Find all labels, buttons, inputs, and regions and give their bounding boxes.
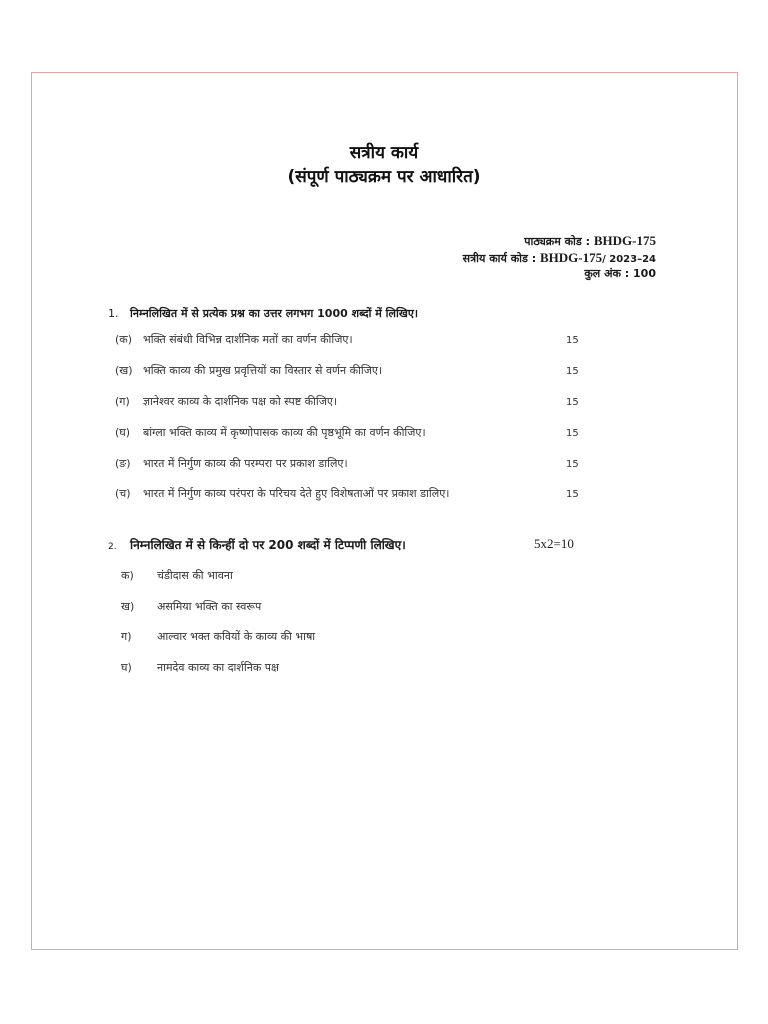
page-subtitle: (संपूर्ण पाठ्यक्रम पर आधारित) [287, 167, 481, 187]
section2-heading [108, 536, 406, 553]
page-border [31, 72, 738, 950]
section1-question [115, 394, 337, 409]
question-marks: 15 [566, 335, 579, 346]
assignment-code-label: सत्रीय कार्य कोड : [462, 252, 537, 265]
section2-question [121, 568, 233, 583]
question-text: भक्ति काव्य की प्रमुख प्रवृत्तियों का विस्तार से वर्णन कीजिए। [143, 364, 383, 377]
course-code-label: पाठ्यक्रम कोड : [524, 235, 591, 248]
question-text: चंडीदास की भावना [157, 569, 233, 582]
section1-instruction: निम्नलिखित में से प्रत्येक प्रश्न का उत्तर लगभग 1000 शब्दों में लिखिए। [130, 307, 419, 320]
section2-question [121, 629, 315, 644]
question-label: (ङ) [115, 457, 131, 470]
question-text: आल्वार भक्त कवियों के काव्य की भाषा [157, 630, 316, 643]
question-text: बांग्ला भक्ति काव्य में कृष्णोपासक काव्य की पृष्ठभूमि का वर्णन कीजिए। [143, 426, 426, 439]
section2-instruction: निम्नलिखित में से किन्हीं दो पर 200 शब्दों में टिप्पणी लिखिए। [130, 538, 406, 552]
question-text: ज्ञानेश्वर काव्य के दार्शनिक पक्ष को स्पष्ट कीजिए। [143, 395, 338, 408]
question-text: भक्ति संबंधी विभिन्न दार्शनिक मतों का वर्णन कीजिए। [143, 333, 353, 346]
section1-heading [108, 306, 418, 321]
assignment-year: / 2023–24 [602, 254, 656, 265]
question-marks: 15 [566, 366, 579, 377]
question-text: भारत में निर्गुण काव्य की परम्परा पर प्रकाश डालिए। [143, 457, 348, 470]
assignment-code-value: BHDG-175 [539, 250, 603, 265]
question-text: भारत में निर्गुण काव्य परंपरा के परिचय देते हुए विशेषताओं पर प्रकाश डालिए। [143, 487, 450, 500]
section2-question [121, 599, 261, 614]
page-title: सत्रीय कार्य [349, 143, 419, 163]
question-marks: 15 [566, 397, 579, 408]
section2-marks: 5x2=10 [534, 536, 574, 551]
question-label: (च) [115, 487, 131, 500]
section1-question [115, 456, 348, 471]
section1-question [115, 332, 353, 347]
question-label: (क) [115, 333, 133, 346]
course-code-line [524, 233, 656, 249]
section2-question [121, 660, 279, 675]
question-marks: 15 [566, 428, 579, 439]
question-text: नामदेव काव्य का दार्शनिक पक्ष [157, 661, 279, 674]
course-code-value: BHDG-175 [593, 233, 656, 248]
section1-question [115, 425, 426, 440]
question-label: ग) [121, 630, 132, 643]
question-label: ख) [121, 600, 135, 613]
question-label: (घ) [115, 426, 131, 439]
question-label: (ख) [115, 364, 133, 377]
section1-question [115, 486, 449, 501]
question-text: असमिया भक्ति का स्वरूप [157, 600, 262, 613]
question-marks: 15 [566, 459, 579, 470]
question-label: घ) [121, 661, 132, 674]
question-label: (ग) [115, 395, 130, 408]
section1-number: 1. [108, 307, 119, 320]
total-marks-value: 100 [633, 267, 656, 280]
section2-number: 2. [108, 542, 117, 552]
question-label: क) [121, 569, 134, 582]
section1-question [115, 363, 382, 378]
total-marks-label: कुल अंक : [584, 267, 630, 280]
total-marks-line [584, 266, 656, 281]
assignment-code-line [463, 250, 656, 266]
question-marks: 15 [566, 489, 579, 500]
